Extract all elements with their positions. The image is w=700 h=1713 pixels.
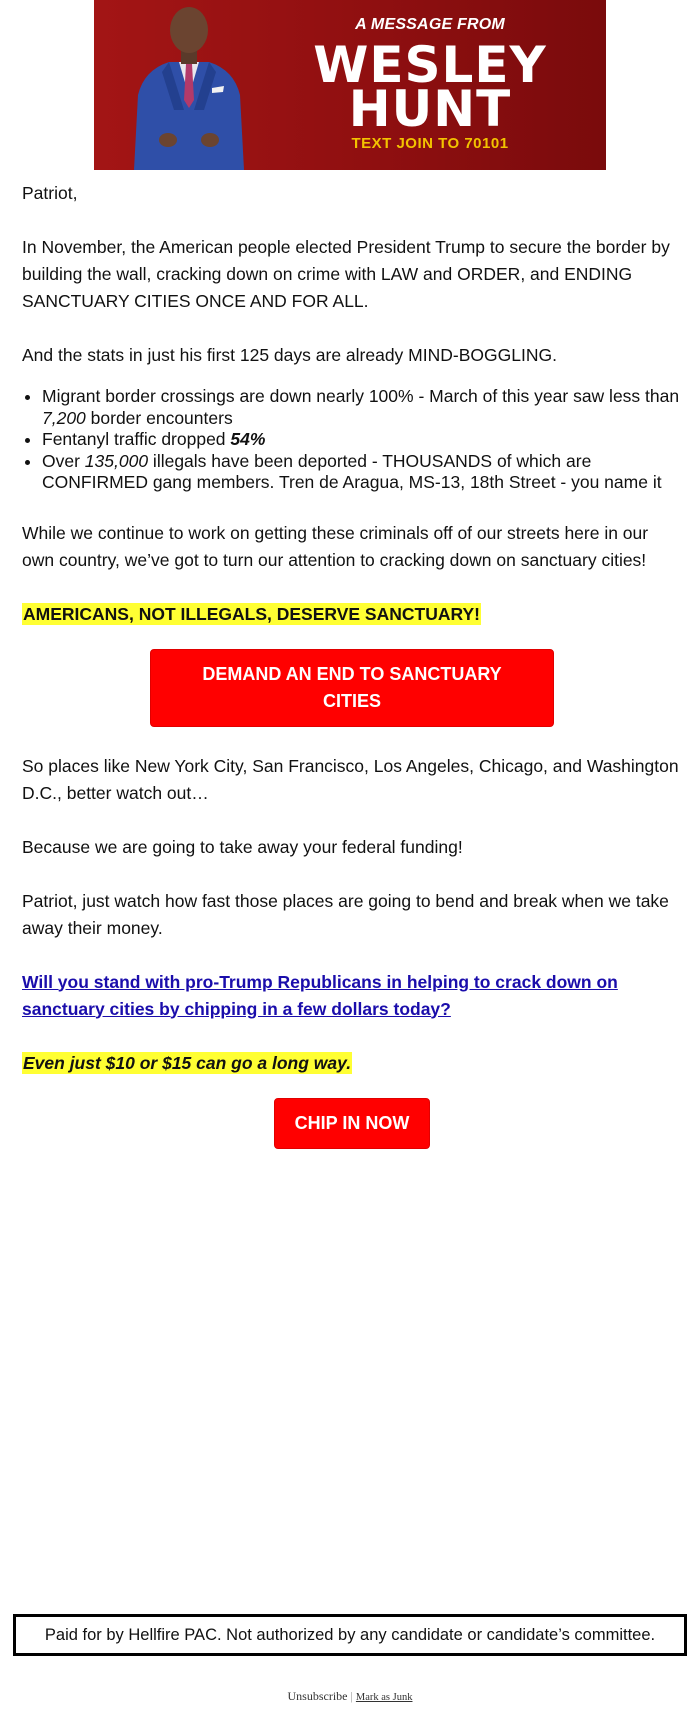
candidate-photo — [124, 0, 254, 170]
banner-first-name: WESLEY — [313, 36, 547, 94]
list-item: • Fentanyl traffic dropped 54% — [42, 429, 682, 451]
list-item: • Migrant border crossings are down nearly 100% - March of this year saw less than 7,200 border encounters — [42, 386, 682, 429]
header-banner — [94, 0, 606, 170]
banner-text-join: TEXT JOIN TO 70101 — [351, 135, 509, 152]
paragraph-sanctuary: While we continue to work on getting these criminals off of our streets here in our own country, we’ve got to turn our attention to cracking down on sanctuary cities! — [22, 522, 649, 570]
unsubscribe-link[interactable]: Unsubscribe — [287, 1689, 348, 1703]
banner-last-name: HUNT — [348, 80, 512, 138]
highlight-amount-line — [22, 1050, 682, 1077]
greeting: Patriot, — [22, 183, 78, 203]
paid-for-disclaimer: Paid for by Hellfire PAC. Not authorized by any candidate or candidate’s committee. — [13, 1614, 687, 1656]
paragraph-election: In November, the American people elected President Trump to secure the border by building the wall, cracking down on crime with LAW and ORDER, and ENDING SANCTUARY CITIES ONCE AND FOR ALL. — [22, 237, 670, 311]
paragraph-funding: Because we are going to take away your federal funding! — [22, 836, 463, 857]
chip-in-button[interactable]: CHIP IN NOW — [274, 1098, 431, 1149]
email-footer — [0, 1689, 700, 1704]
mark-as-junk-link[interactable]: Mark as Junk — [355, 1692, 413, 1703]
donate-ask-link[interactable]: Will you stand with pro-Trump Republicans in helping to crack down on sanctuary cities by chipping in a few dollars today? — [22, 971, 618, 1019]
chip-button-wrap — [22, 1098, 682, 1149]
list-item: • Over 135,000 illegals have been deported - THOUSANDS of which are CONFIRMED gang members. Tren de Aragua, MS-13, 18th Street - you name it — [42, 451, 682, 494]
highlight-slogan: AMERICANS, NOT ILLEGALS, DESERVE SANCTUARY! — [23, 603, 480, 624]
stats-list — [22, 386, 682, 494]
demand-button-wrap — [22, 649, 682, 727]
ask-line — [22, 969, 682, 1023]
footer-separator: | — [350, 1689, 353, 1703]
email-body — [22, 180, 682, 1175]
demand-end-button[interactable]: DEMAND AN END TO SANCTUARY CITIES — [150, 649, 554, 727]
paragraph-money: Patriot, just watch how fast those places are going to bend and break when we take away their money. — [22, 890, 669, 938]
highlight-amount: Even just $10 or $15 can go a long way. — [23, 1052, 352, 1073]
paragraph-stats-intro: And the stats in just his first 125 days are already MIND-BOGGLING. — [22, 345, 557, 365]
banner-eyebrow: A MESSAGE FROM — [355, 16, 505, 33]
highlight-slogan-line — [22, 601, 682, 628]
paragraph-cities: So places like New York City, San Francisco, Los Angeles, Chicago, and Washington D.C., better watch out… — [22, 755, 679, 803]
